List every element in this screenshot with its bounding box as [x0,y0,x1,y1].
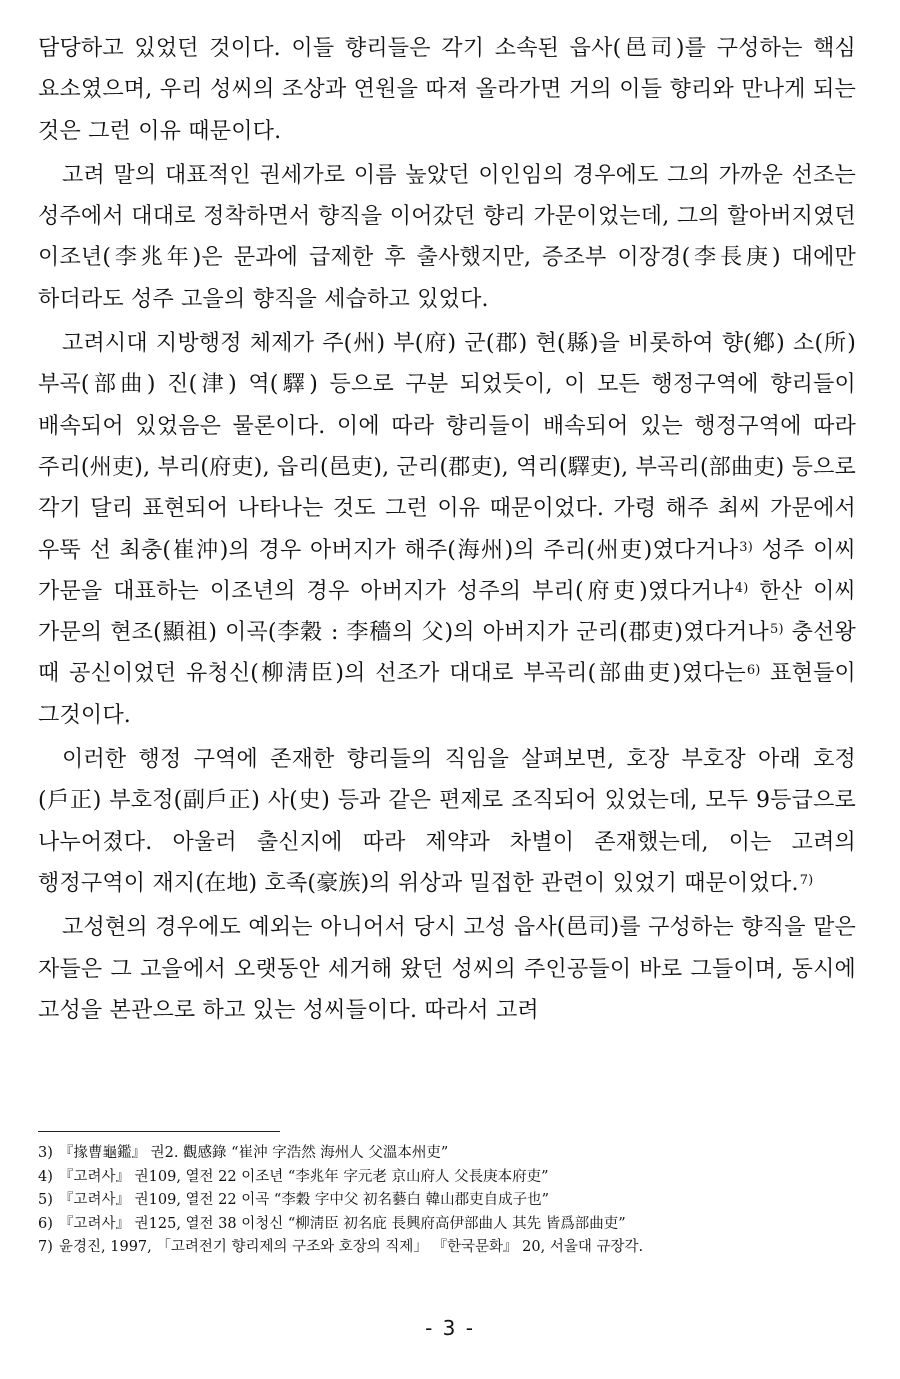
paragraph-3-text-1: 고려시대 지방행정 체제가 주(州) 부(府) 군(郡) 현(縣)을 비롯하여 향(鄕) 소(所) 부곡(部曲) 진(津) 역(驛) 등으로 구분 되었듯이, 이 모든 행정구역에 향리들이 배속되어 있었음은 물론이다. 이에 따라 향리들이 배속되어 있는 행정구역에 따라 주리(州吏), 부리(府吏), 읍리(邑吏), 군리(郡吏), 역리(驛吏), 부곡리(部曲吏) 등으로 각기 달리 표현되어 나타나는 것도 그런 이유 때문이었다. 가령 해주 최씨 가문에서 우뚝 선 최충(崔沖)의 경우 아버지가 해주(海州)의 주리(州吏)였다거나 [38,331,856,563]
paragraph-4 [38,739,856,904]
footnote-ref-7[interactable]: 7) [799,872,814,888]
footnote-text: 윤경진, 1997, 「고려전기 향리제의 구조와 호장의 직제」 『한국문화』 20, 서울대 규장각. [59,1239,644,1256]
paragraph-3-text-5: 표현들이 그것이다. [38,661,856,728]
paragraph-3 [38,323,856,736]
paragraph-3-text-3: 한산 이씨 가문의 현조(顯祖) 이곡(李穀 : 李穡의 父)의 아버지가 군리(郡吏)였다거나 [38,578,856,646]
footnote-number: 7) [38,1239,53,1256]
footnote-number: 3) [38,1145,53,1161]
paragraph-2: 고려 말의 대표적인 권세가로 이름 높았던 이인임의 경우에도 그의 가까운 선조는 성주에서 대대로 정착하면서 향직을 이어갔던 향리 가문이었는데, 그의 할아버지였던 이조년(李兆年)은 문과에 급제한 후 출사했지만, 증조부 이장경(李長庚) 대에만 하더라도 성주 고을의 향직을 세습하고 있었다. [38,162,856,312]
paragraph-4-text-1: 이러한 행정 구역에 존재한 향리들의 직임을 살펴보면, 호장 부호장 아래 호정(戶正) 부호정(副戶正) 사(史) 등과 같은 편제로 조직되어 있었는데, 모두 9등급으로 나누어졌다. 아울러 출신지에 따라 제약과 차별이 존재했는데, 이는 고려의 행정구역이 재지(在地) 호족(豪族)의 위상과 밀접한 관련이 있었기 때문이었다. [38,747,856,896]
footnote-item [38,1213,856,1237]
footnote-text: 『掾曹龜鑑』 권2. 觀感錄 “崔沖 字浩然 海州人 父溫本州吏” [59,1145,449,1161]
footnote-number: 4) [38,1168,53,1185]
paragraph-1: 담당하고 있었던 것이다. 이들 향리들은 각기 소속된 읍사(邑司)를 구성하는 핵심 요소였으며, 우리 성씨의 조상과 연원을 따져 올라가면 거의 이들 향리와 만나게 되는 것은 그런 이유 때문이다. [38,36,856,144]
document-body [38,28,856,1031]
paragraph-5: 고성현의 경우에도 예외는 아니어서 당시 고성 읍사(邑司)를 구성하는 향직을 맡은 자들은 그 고을에서 오랫동안 세거해 왔던 성씨의 주인공들이 바로 그들이며, 동시에 고성을 본관으로 하고 있는 성씨들이다. 따라서 고려 [38,915,856,1023]
paragraph-3-text-4: 충선왕 때 공신이었던 유청신(柳淸臣)의 선조가 대대로 부곡리(部曲吏)였다는 [38,620,856,687]
footnote-item [38,1142,856,1166]
footnote-list [38,1142,856,1260]
footnote-number: 5) [38,1192,53,1209]
footnote-ref-5[interactable]: 5) [770,622,784,638]
paragraph-3-text-2: 성주 이씨 가문을 대표하는 이조년의 경우 아버지가 성주의 부리(府吏)였다거나 [38,537,856,604]
footnote-item [38,1189,856,1213]
footnote-number: 6) [38,1215,53,1232]
footnote-ref-4[interactable]: 4) [734,580,749,596]
footnote-ref-6[interactable]: 6) [746,663,761,679]
footnote-item [38,1236,856,1260]
footnote-text: 『고려사』 권109, 열전 22 이조년 “李兆年 字元老 京山府人 父長庚本府吏” [59,1168,549,1185]
footnote-ref-3[interactable]: 3) [739,539,754,555]
footnote-text: 『고려사』 권109, 열전 22 이곡 “李穀 字中父 初名藝白 韓山郡吏自成子也” [59,1192,549,1209]
footnote-item [38,1166,856,1190]
footnote-divider [38,1131,280,1132]
footnote-text: 『고려사』 권125, 열전 38 이청신 “柳淸臣 初名庇 長興府高伊部曲人 其先 皆爲部曲吏” [59,1215,626,1232]
page-number: - 3 - [425,1316,475,1340]
